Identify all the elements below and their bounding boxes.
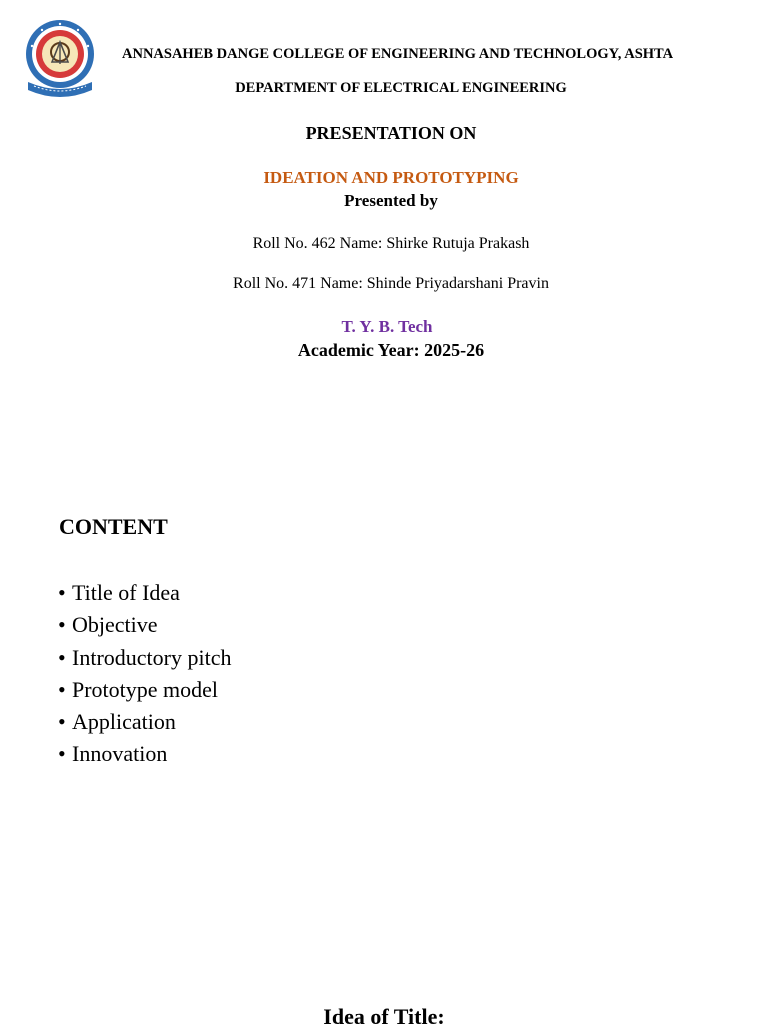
academic-year: Academic Year: 2025-26 (297, 340, 485, 360)
list-item (58, 642, 231, 674)
bullet-icon: • (58, 644, 66, 670)
class-name: T. Y. B. Tech (341, 317, 433, 336)
department-name: DEPARTMENT OF ELECTRICAL ENGINEERING (235, 80, 567, 96)
bullet-icon: • (58, 676, 66, 702)
bullet-icon: • (58, 612, 66, 638)
next-section-title: Idea of Title: (323, 1004, 445, 1029)
bullet-icon: • (58, 580, 66, 605)
list-item (58, 738, 231, 770)
college-name: ANNASAHEB DANGE COLLEGE OF ENGINEERING AND TECHNOLOGY, ASHTA (122, 46, 674, 62)
bullet-icon: • (58, 741, 66, 767)
list-item-label: Innovation (72, 741, 168, 767)
content-heading: CONTENT (59, 514, 168, 539)
list-item (58, 674, 231, 706)
bullet-icon: • (58, 709, 66, 735)
list-item (58, 609, 231, 641)
list-item (58, 577, 231, 609)
presentation-on-label: PRESENTATION ON (305, 123, 477, 143)
list-item (58, 706, 231, 738)
student-entry: Roll No. 462 Name: Shirke Rutuja Prakash (252, 235, 530, 252)
list-item-label: Objective (72, 612, 158, 638)
list-item-label: Prototype model (72, 676, 219, 702)
content-list (58, 577, 231, 771)
presented-by-label: Presented by (344, 191, 438, 210)
list-item-label: Introductory pitch (72, 644, 232, 670)
list-item-label: Title of Idea (72, 580, 180, 605)
list-item-label: Application (72, 709, 176, 735)
presentation-topic: IDEATION AND PROTOTYPING (263, 168, 519, 187)
student-entry: Roll No. 471 Name: Shinde Priyadarshani Pravin (233, 275, 549, 292)
